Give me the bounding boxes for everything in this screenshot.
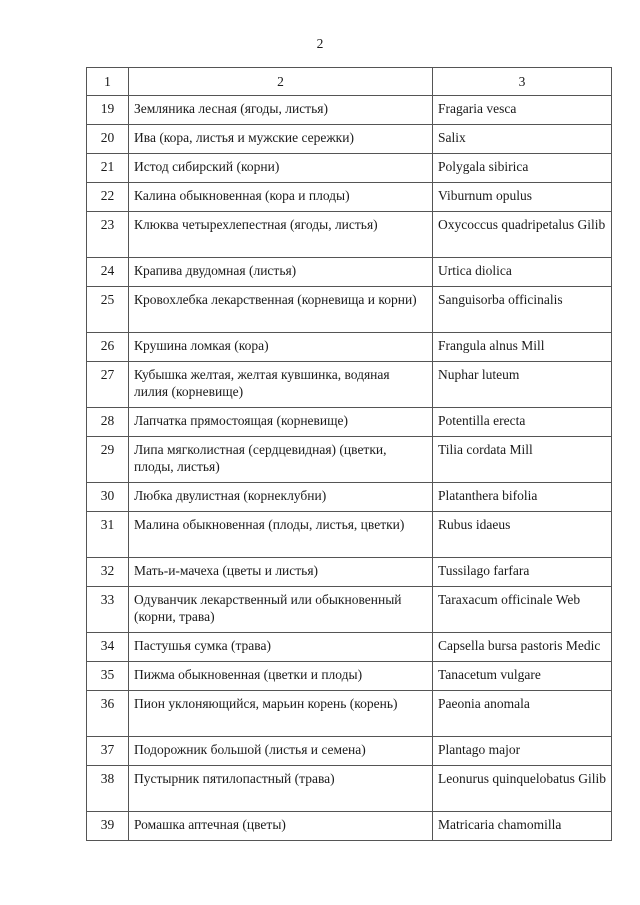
row-number: 22 [87,183,129,212]
plant-name: Крушина ломкая (кора) [129,333,433,362]
plant-name: Пион уклоняющийся, марьин корень (корень) [129,691,433,737]
table-row [87,633,612,662]
latin-name: Frangula alnus Mill [433,333,612,362]
latin-name: Rubus idaeus [433,512,612,558]
latin-name: Sanguisorba officinalis [433,287,612,333]
latin-name: Polygala sibirica [433,154,612,183]
latin-name: Viburnum opulus [433,183,612,212]
plant-name: Лапчатка прямостоящая (корневище) [129,408,433,437]
table-row [87,691,612,737]
row-number: 20 [87,125,129,154]
page-number: 2 [316,36,324,51]
row-number: 37 [87,737,129,766]
table-row [87,483,612,512]
plant-name: Мать-и-мачеха (цветы и листья) [129,558,433,587]
row-number: 28 [87,408,129,437]
row-number: 31 [87,512,129,558]
plant-name: Калина обыкновенная (кора и плоды) [129,183,433,212]
plant-name: Кровохлебка лекарственная (корневища и корни) [129,287,433,333]
table-row [87,287,612,333]
row-number: 29 [87,437,129,483]
plants-table [86,67,612,841]
row-number: 33 [87,587,129,633]
table-row [87,766,612,812]
plant-name: Подорожник большой (листья и семена) [129,737,433,766]
row-number: 36 [87,691,129,737]
table-row [87,512,612,558]
table-row [87,737,612,766]
plant-name: Пустырник пятилопастный (трава) [129,766,433,812]
row-number: 19 [87,96,129,125]
plant-name: Липа мягколистная (сердцевидная) (цветки, плоды, листья) [129,437,433,483]
header-col-2: 2 [129,68,433,96]
latin-name: Tilia cordata Mill [433,437,612,483]
row-number: 23 [87,212,129,258]
header-col-1: 1 [87,68,129,96]
plant-name: Пастушья сумка (трава) [129,633,433,662]
row-number: 25 [87,287,129,333]
table-row [87,183,612,212]
plant-name: Кубышка желтая, желтая кувшинка, водяная лилия (корневище) [129,362,433,408]
latin-name: Oxycoccus quadripetalus Gilib [433,212,612,258]
latin-name: Fragaria vesca [433,96,612,125]
plant-name: Клюква четырехлепестная (ягоды, листья) [129,212,433,258]
plant-name: Пижма обыкновенная (цветки и плоды) [129,662,433,691]
row-number: 21 [87,154,129,183]
table-row [87,362,612,408]
table-row [87,125,612,154]
latin-name: Matricaria chamomilla [433,812,612,841]
row-number: 32 [87,558,129,587]
latin-name: Potentilla erecta [433,408,612,437]
row-number: 26 [87,333,129,362]
latin-name: Platanthera bifolia [433,483,612,512]
table-row [87,662,612,691]
table-row [87,437,612,483]
latin-name: Capsella bursa pastoris Medic [433,633,612,662]
row-number: 39 [87,812,129,841]
latin-name: Urtica diolica [433,258,612,287]
header-col-3: 3 [433,68,612,96]
latin-name: Paeonia anomala [433,691,612,737]
table-row [87,96,612,125]
plant-name: Крапива двудомная (листья) [129,258,433,287]
table-row [87,558,612,587]
plant-name: Истод сибирский (корни) [129,154,433,183]
table-row [87,212,612,258]
row-number: 30 [87,483,129,512]
plant-name: Ромашка аптечная (цветы) [129,812,433,841]
latin-name: Nuphar luteum [433,362,612,408]
row-number: 27 [87,362,129,408]
plant-name: Земляника лесная (ягоды, листья) [129,96,433,125]
table-row [87,154,612,183]
latin-name: Taraxacum officinale Web [433,587,612,633]
table-row [87,258,612,287]
table-row [87,812,612,841]
table-row [87,333,612,362]
plant-name: Любка двулистная (корнеклубни) [129,483,433,512]
plant-name: Ива (кора, листья и мужские сережки) [129,125,433,154]
table-row [87,587,612,633]
latin-name: Plantago major [433,737,612,766]
table-row [87,408,612,437]
latin-name: Leonurus quinquelobatus Gilib [433,766,612,812]
row-number: 35 [87,662,129,691]
latin-name: Salix [433,125,612,154]
plant-name: Малина обыкновенная (плоды, листья, цветки) [129,512,433,558]
plant-name: Одуванчик лекарственный или обыкновенный (корни, трава) [129,587,433,633]
row-number: 38 [87,766,129,812]
row-number: 24 [87,258,129,287]
latin-name: Tussilago farfara [433,558,612,587]
row-number: 34 [87,633,129,662]
latin-name: Tanacetum vulgare [433,662,612,691]
table-header-row [87,68,612,96]
